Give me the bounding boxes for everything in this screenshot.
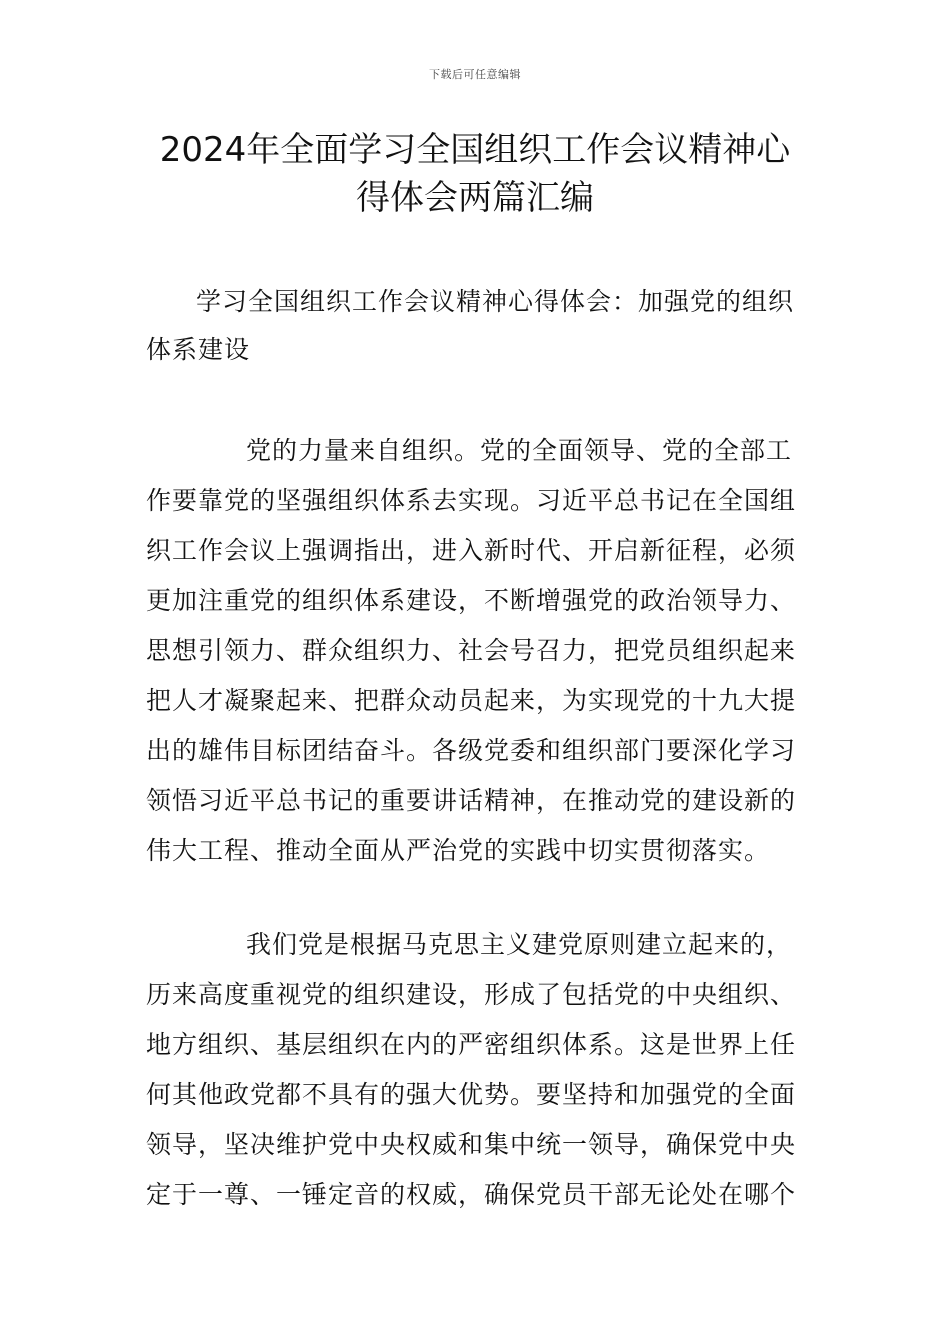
paragraph-line: 党的力量来自组织。党的全面领导、党的全部工 [246, 436, 793, 465]
section-heading-line: 体系建设 [146, 335, 251, 364]
title-line: 得体会两篇汇编 [356, 178, 594, 218]
paragraph-line: 织工作会议上强调指出，进入新时代、开启新征程，必须 [146, 536, 797, 565]
paragraph-line: 领悟习近平总书记的重要讲话精神，在推动党的建设新的 [146, 786, 797, 815]
section-heading-line: 学习全国组织工作会议精神心得体会：加强党的组织 [196, 287, 795, 316]
paragraph-line: 地方组织、基层组织在内的严密组织体系。这是世界上任 [146, 1030, 797, 1059]
paragraph-line: 出的雄伟目标团结奋斗。各级党委和组织部门要深化学习 [146, 736, 797, 765]
section-heading [146, 278, 810, 374]
paragraph-line: 作要靠党的坚强组织体系去实现。习近平总书记在全国组 [146, 486, 797, 515]
paragraph-line: 我们党是根据马克思主义建党原则建立起来的， [246, 930, 793, 959]
body-paragraph [146, 920, 810, 1220]
paragraph-line: 定于一尊、一锤定音的权威，确保党员干部无论处在哪个 [146, 1180, 797, 1209]
paragraph-line: 何其他政党都不具有的强大优势。要坚持和加强党的全面 [146, 1080, 797, 1109]
paragraph-line: 思想引领力、群众组织力、社会号召力，把党员组织起来 [146, 636, 797, 665]
document-title [140, 126, 810, 222]
paragraph-line: 伟大工程、推动全面从严治党的实践中切实贯彻落实。 [146, 836, 771, 865]
paragraph-line: 历来高度重视党的组织建设，形成了包括党的中央组织、 [146, 980, 797, 1009]
body-paragraph [146, 426, 810, 876]
header-note: 下载后可任意编辑 [429, 68, 521, 81]
title-line: 2024年全面学习全国组织工作会议精神心 [159, 130, 791, 170]
paragraph-line: 把人才凝聚起来、把群众动员起来，为实现党的十九大提 [146, 686, 797, 715]
paragraph-line: 更加注重党的组织体系建设，不断增强党的政治领导力、 [146, 586, 797, 615]
paragraph-line: 领导，坚决维护党中央权威和集中统一领导，确保党中央 [146, 1130, 797, 1159]
